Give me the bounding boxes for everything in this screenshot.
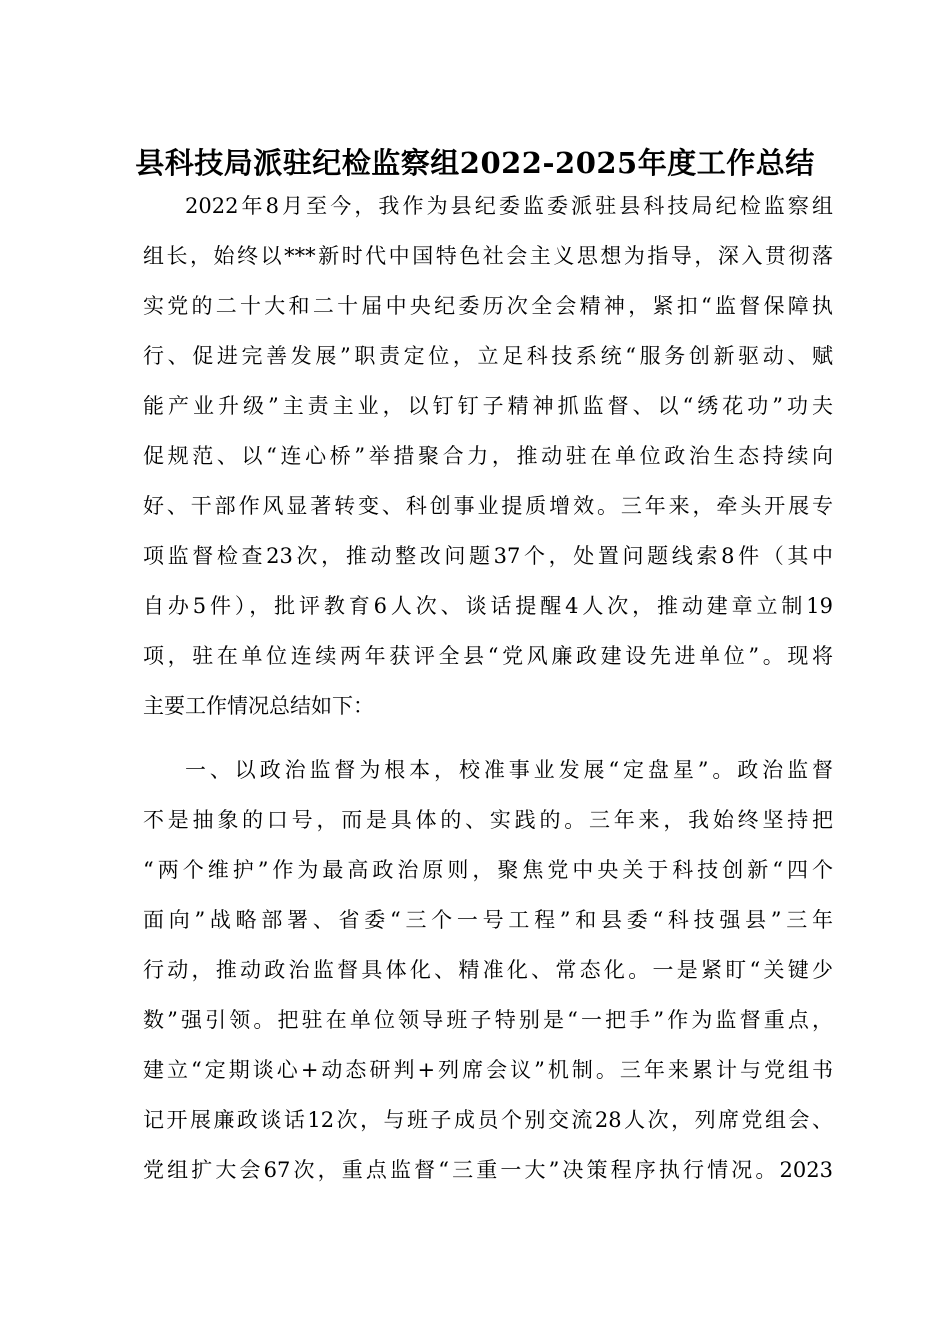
document-body: [143, 181, 833, 1195]
document-title: 县科技局派驻纪检监察组2022-2025年度工作总结: [135, 146, 815, 180]
text-line: 党组扩大会67次，重点监督“三重一大”决策程序执行情况。2023: [143, 1158, 833, 1182]
text-line: 面向”战略部署、省委“三个一号工程”和县委“科技强县”三年: [143, 908, 833, 932]
text-line: 2022年8月至今，我作为县纪委监委派驻县科技局纪检监察组: [185, 194, 833, 218]
text-line: 记开展廉政谈话12次，与班子成员个别交流28人次，列席党组会、: [143, 1108, 833, 1132]
text-line: 项，驻在单位连续两年获评全县“党风廉政建设先进单位”。现将: [143, 644, 833, 668]
text-line: 能产业升级”主责主业，以钉钉子精神抓监督、以“绣花功”功夫: [143, 394, 833, 418]
paragraph-section-one: [143, 745, 833, 1195]
text-line: 行动，推动政治监督具体化、精准化、常态化。一是紧盯“关键少: [143, 958, 833, 982]
text-line: 项监督检查23次，推动整改问题37个，处置问题线索8件（其中: [143, 544, 833, 568]
text-line: 一、以政治监督为根本，校准事业发展“定盘星”。政治监督: [185, 758, 833, 782]
text-line: 数”强引领。把驻在单位领导班子特别是“一把手”作为监督重点，: [143, 1008, 833, 1032]
text-line: 实党的二十大和二十届中央纪委历次全会精神，紧扣“监督保障执: [143, 294, 833, 318]
text-line: 不是抽象的口号，而是具体的、实践的。三年来，我始终坚持把: [143, 808, 833, 832]
text-line: 好、干部作风显著转变、科创事业提质增效。三年来，牵头开展专: [143, 494, 833, 518]
text-line: “两个维护”作为最高政治原则，聚焦党中央关于科技创新“四个: [143, 858, 833, 882]
text-line: 建立“定期谈心+动态研判+列席会议”机制。三年来累计与党组书: [143, 1058, 833, 1082]
text-line: 行、促进完善发展”职责定位，立足科技系统“服务创新驱动、赋: [143, 344, 833, 368]
text-line: 自办5件），批评教育6人次、谈话提醒4人次，推动建章立制19: [143, 594, 833, 618]
text-line: 主要工作情况总结如下：: [143, 694, 374, 718]
paragraph-intro: [143, 181, 833, 731]
text-line: 促规范、以“连心桥”举措聚合力，推动驻在单位政治生态持续向: [143, 444, 833, 468]
text-line: 组长，始终以***新时代中国特色社会主义思想为指导，深入贯彻落: [143, 244, 833, 268]
